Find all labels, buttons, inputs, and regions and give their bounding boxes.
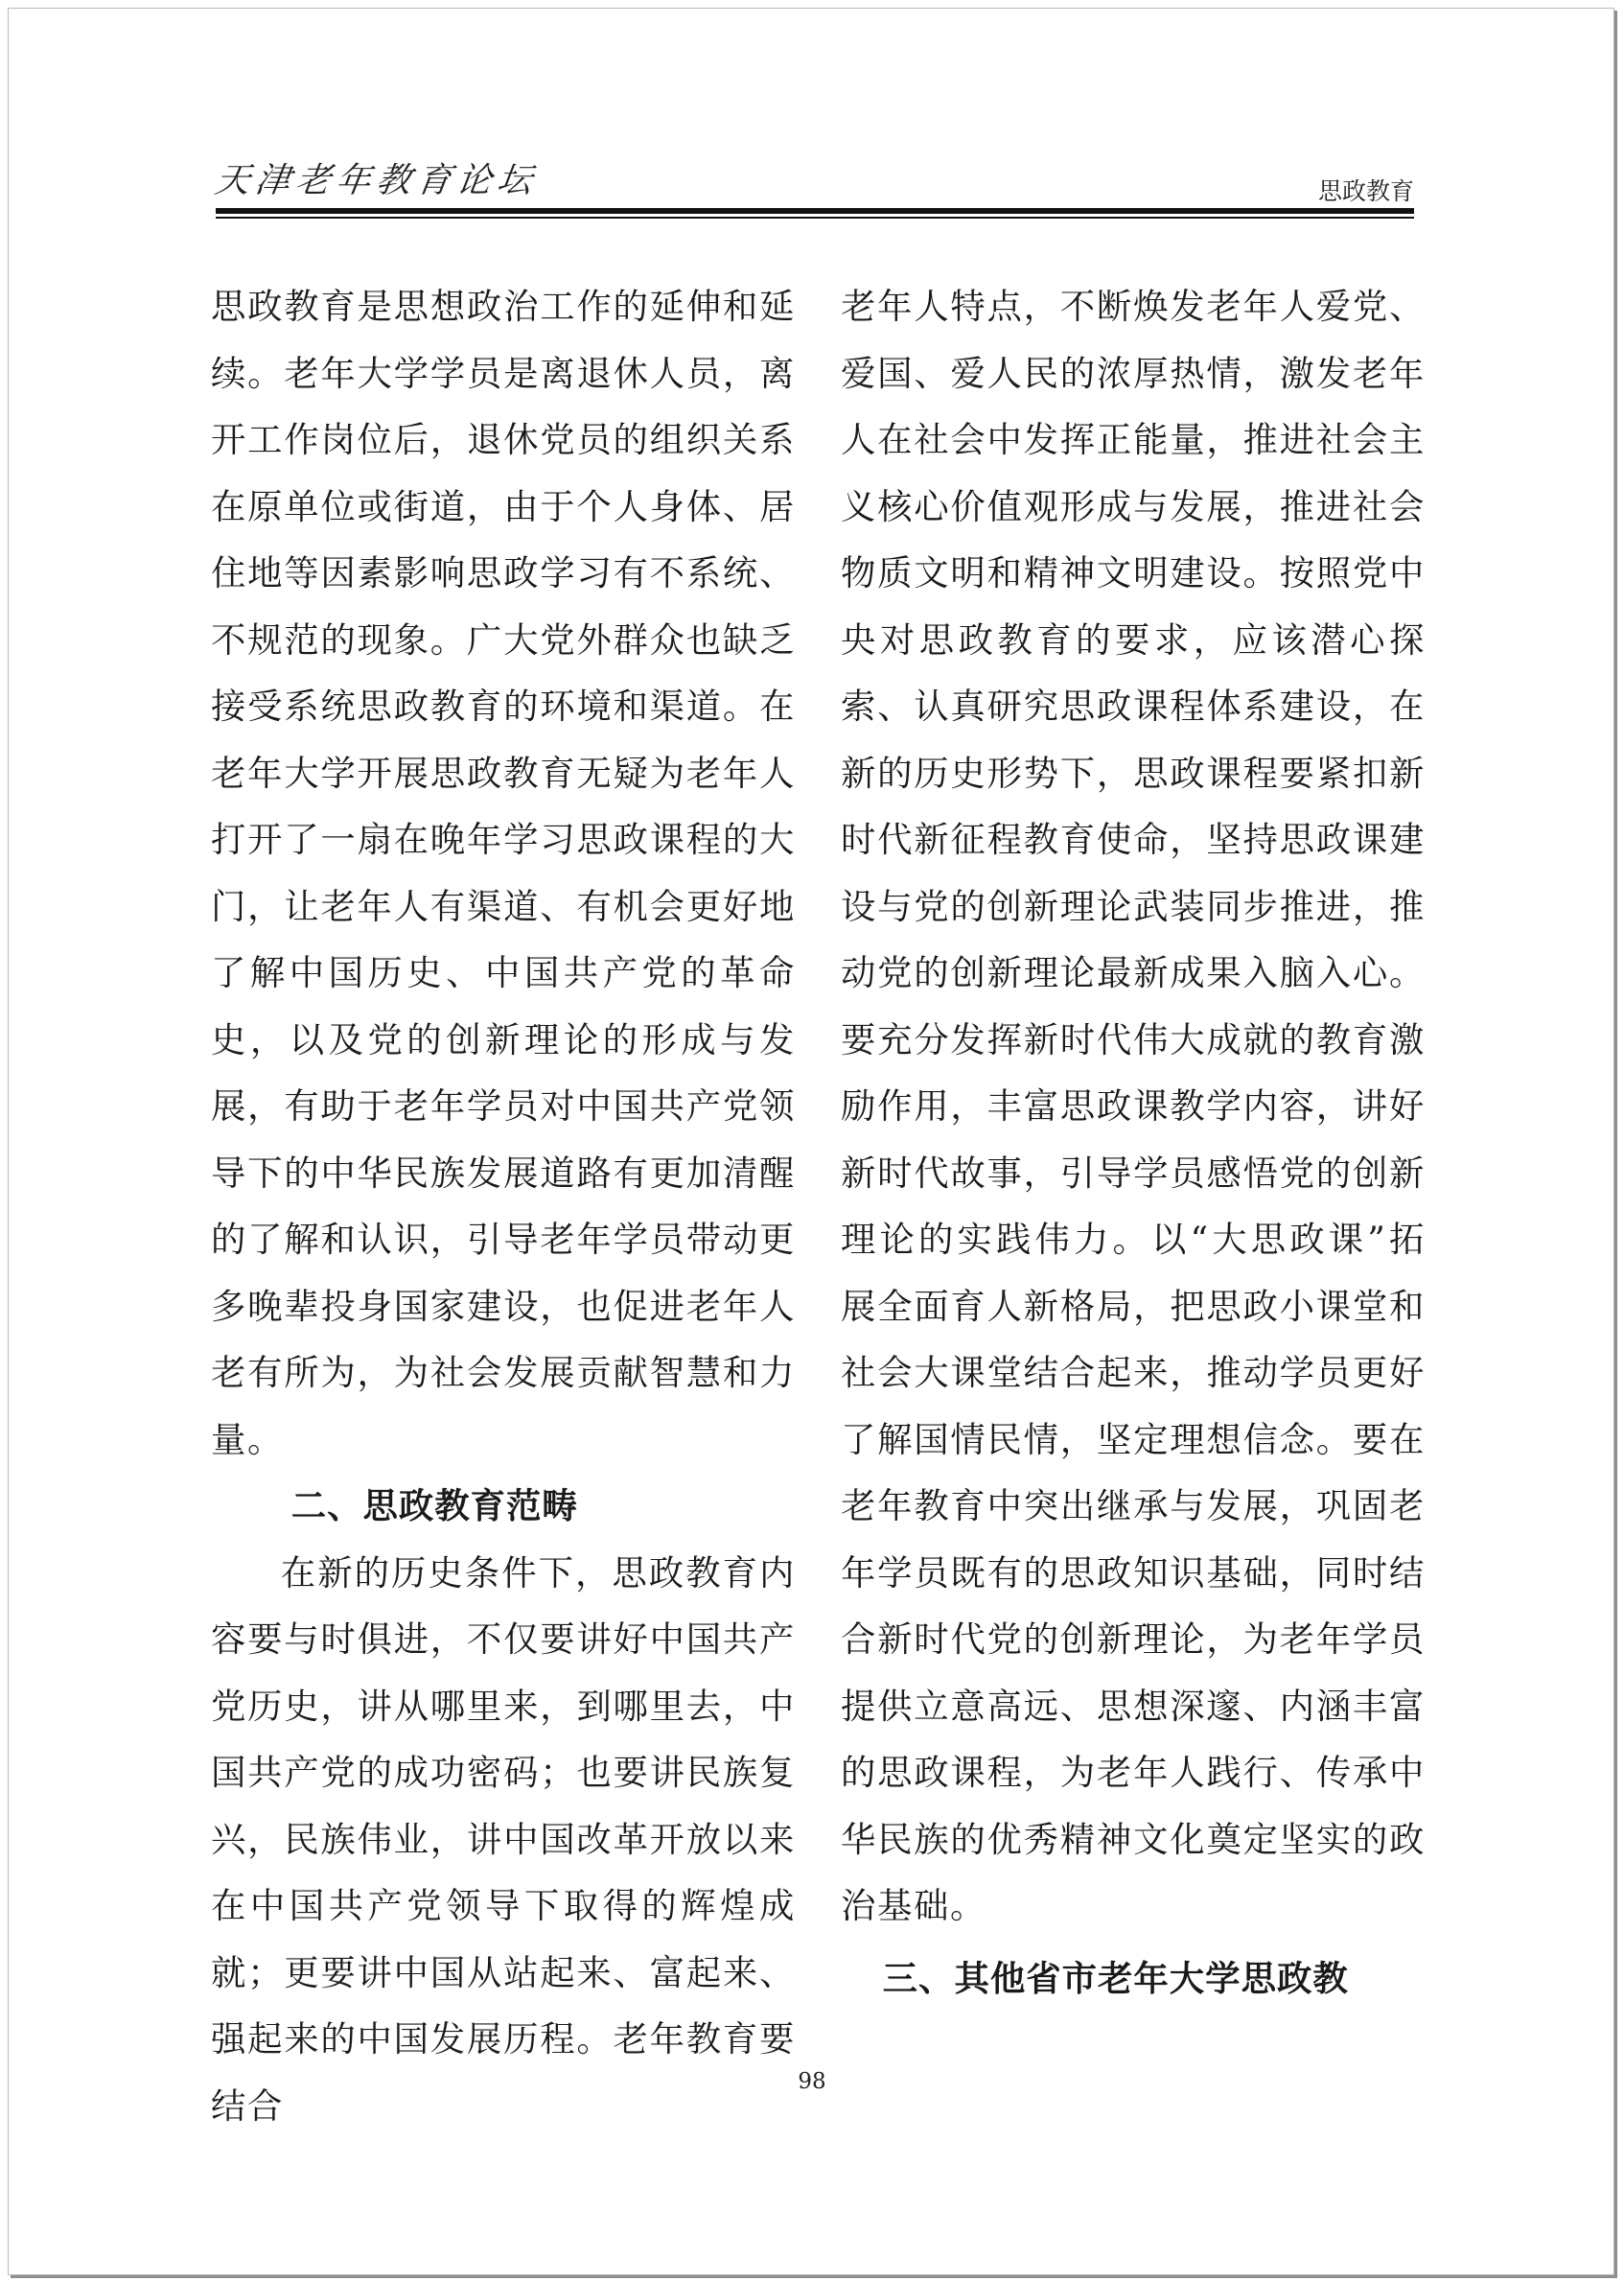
left-column bbox=[211, 273, 796, 2139]
right-column bbox=[841, 273, 1426, 2012]
left-paragraph-2: 在新的历史条件下，思政教育内容要与时俱进，不仅要讲好中国共产党历史，讲从哪里来，到哪里去，中国共产党的成功密码；也要讲民族复兴，民族伟业，讲中国改革开放以来在中国共产党领导下取得的辉煌成就；更要讲中国从站起来、富起来、强起来的中国发展历程。老年教育要结合 bbox=[211, 1551, 796, 2127]
page-number: 98 bbox=[798, 2069, 826, 2094]
right-paragraph-1: 老年人特点，不断焕发老年人爱党、爱国、爱人民的浓厚热情，激发老年人在社会中发挥正能量，推进社会主义核心价值观形成与发展，推进社会物质文明和精神文明建设。按照党中央对思政教育的要求，应该潜心探索、认真研究思政课程体系建设，在新的历史形势下，思政课程要紧扣新时代新征程教育使命，坚持思政课建设与党的创新理论武装同步推进，推动党的创新理论最新成果入脑入心。要充分发挥新时代伟大成就的教育激励作用，丰富思政课教学内容，讲好新时代故事，引导学员感悟党的创新理论的实践伟力。以“大思政课”拓展全面育人新格局，把思政小课堂和社会大课堂结合起来，推动学员更好了解国情民情，坚定理想信念。要在老年教育中突出继承与发展，巩固老年学员既有的思政知识基础，同时结合新时代党的创新理论，为老年学员提供立意高远、思想深邃、内涵丰富的思政课程，为老年人践行、传承中华民族的优秀精神文化奠定坚实的政治基础。 bbox=[841, 286, 1426, 1926]
header-rule-thin bbox=[216, 217, 1414, 219]
section-heading-2: 二、思政教育范畴 bbox=[290, 1485, 578, 1526]
left-paragraph-1: 思政教育是思想政治工作的延伸和延续。老年大学学员是离退休人员，离开工作岗位后，退休党员的组织关系在原单位或街道，由于个人身体、居住地等因素影响思政学习有不系统、不规范的现象。广大党外群众也缺乏接受系统思政教育的环境和渠道。在老年大学开展思政教育无疑为老年人打开了一扇在晚年学习思政课程的大门，让老年人有渠道、有机会更好地了解中国历史、中国共产党的革命史，以及党的创新理论的形成与发展，有助于老年学员对中国共产党领导下的中华民族发展道路有更加清醒的了解和认识，引导老年学员带动更多晚辈投身国家建设，也促进老年人老有所为，为社会发展贡献智慧和力量。 bbox=[211, 286, 796, 1460]
header-rule-thick bbox=[216, 208, 1414, 214]
section-heading-3: 三、其他省市老年大学思政教 bbox=[882, 1957, 1349, 1999]
journal-name: 天津老年教育论坛 bbox=[212, 161, 541, 200]
section-name: 思政教育 bbox=[1317, 177, 1414, 205]
